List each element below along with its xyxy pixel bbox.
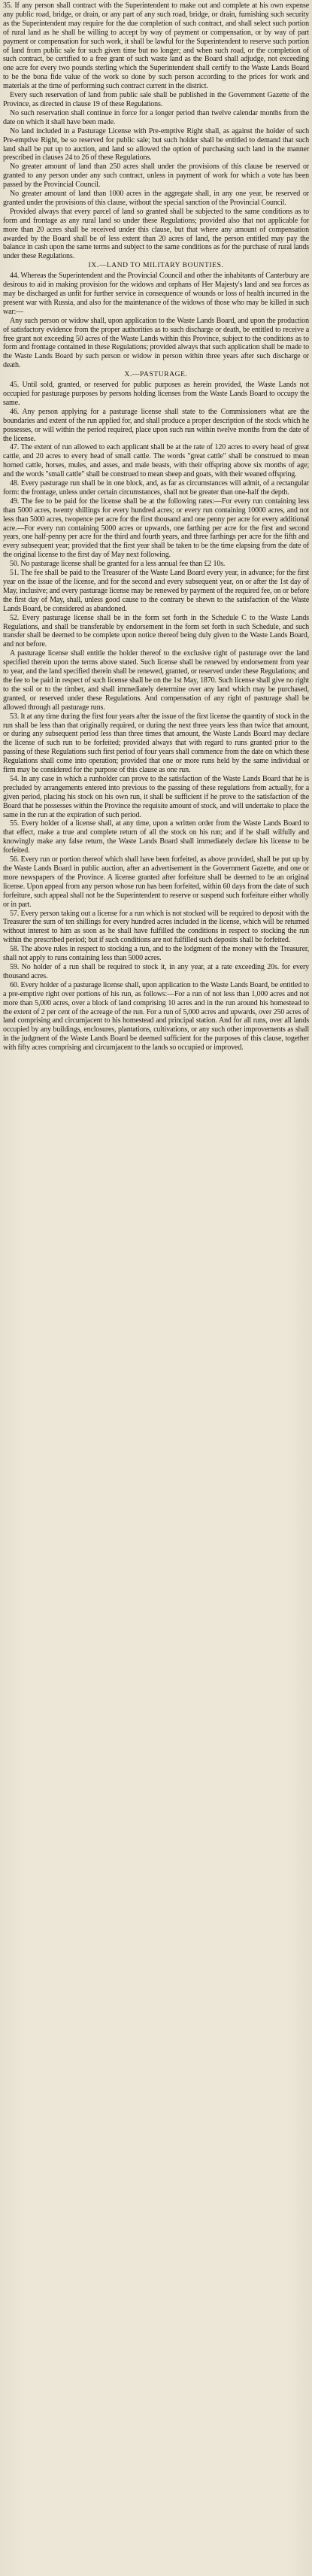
paragraph: 48. Every pasturage run shall be in one block, and, as far as circumstances will admit, of a rectangular form: the frontage, unless under certain circumstances, shall not be greater than one-half the depth. [3,479,309,497]
paragraph: 53. It at any time during the first four years after the issue of the first license the quantity of stock in the run shall be less than that originally required, or during the next three years less than twice that amount, or during any subsequent period less than three times that amount, the Waste Lands Board may declare the license of such run to be forfeited; provided always that with regard to runs granted prior to the passing of these Regulations such first period of four years shall commence from the date on which these Regulations shall come into operation; provided that one or more runs held by the same individual or firm may be considered for the purpose of this clause as one run. [3,712,309,775]
paragraph: No greater amount of land than 250 acres shall under the provisions of this clause be reserved or granted to any person under any such contract, unless in payment of work for which a vote has been passed by the Provincial Council. [3,163,309,190]
paragraph: Provided always that every parcel of land so granted shall be subjected to the same conditions as to form and frontage as any rural land so under these Regulations; provided also that not applicable for more than 20 acres shall be received under this clause, but that where any amount of compensation awarded by the Board shall be of less extent than 20 acres of land, the person entitled may pay the balance in cash upon the same terms and subject to the same conditions as for the purchase of rural lands under these Regulations. [3,207,309,261]
paragraph: 35. If any person shall contract with the Superintendent to make out and complete at his own expense any public road, bridge, or drain, or any part of any such road, bridge, or drain, furnishing such security as the Superintendent may require for the due completion of such contract, and shall select such portion of rural land as he shall be willing to accept by way of payment or compensation, or by way of part payment or compensation for such work, it shall be lawful for the Superintendent to reserve such portion of land from public sale for such given time but no longer; and when such road, or the completion of such contract, be certified to a free grant of such waste land as the Board shall adjudge, not exceeding one acre for every two pounds sterling which the Superintendent shall certify to the Waste Lands Board to be the bona fide value of the work so done by such person according to the prices for work and materials at the time of performing such contract current in the district. [3,2,309,91]
regulations-text [3,2,309,1053]
paragraph: No greater amount of land than 1000 acres in the aggregate shall, in any one year, be reserved or granted under the provisions of this clause, without the special sanction of the Provincial Council. [3,190,309,207]
paragraph: 55. Every holder of a license shall, at any time, upon a written order from the Waste Lands Board to that effect, make a true and complete return of all the stock on his run; and if he shall wilfully and knowingly make any false return, the Waste Lands Board shall immediately declare his license to be forfeited. [3,819,309,855]
paragraph: 50. No pasturage license shall be granted for a less annual fee than £2 10s. [10,560,226,569]
paragraph: 52. Every pasturage license shall be in the form set forth in the Schedule C to the Waste Lands Regulations, and shall be transferable by endorsement in the form set forth in such Schedule, and such transfer shall be deemed to be complete upon notice thereof being duly given to the Waste Lands Board, and not before. [3,613,309,649]
paragraph: 49. The fee to be paid for the license shall be at the following rates:—For every run containing less than 5000 acres, twenty shillings for every hundred acres; or every run containing 10000 acres, and not less than 5000 acres, twopence per acre for the first thousand and one penny per acre for every additional acre.—For every run containing 5000 acres or upwards, one farthing per acre for the first and second years, one half-penny per acre for the third and fourth years, and three farthings per acre for the fifth and every subsequent year; provided that the first year shall be taken to be the time elapsing from the date of the original license to the first day of May next following. [3,497,309,560]
paragraph: 51. The fee shall be paid to the Treasurer of the Waste Land Board every year, in advance; for the first year on the issue of the license, and for the second and every subsequent year, on or after the 1st day of May, inclusive; and every pasturage license may be renewed by payment of the required fee, on or before the first day of May, shall, unless good cause to the contrary be shewn to the satisfaction of the Waste Lands Board, be considered as abandoned. [3,569,309,613]
paragraph: 45. Until sold, granted, or reserved for public purposes as herein provided, the Waste Lands not occupied for pasturage purposes by persons holding licenses from the Waste Lands Board to occupy the same. [3,381,309,407]
paragraph: Any such person or widow shall, upon application to the Waste Lands Board, and upon the production of satisfactory evidence from the proper authorities as to such discharge or death, be entitled to receive a free grant not exceeding 50 acres of the Waste Lands within this Province, subject to the conditions as to form and frontage contained in these Regulations; provided always that such application shall be made to the Waste Lands Board by such person or widow in person within three years after such discharge or death. [3,316,309,370]
paragraph: Every such reservation of land from public sale shall be published in the Government Gazette of the Province, as directed in clause 19 of these Regulations. [3,91,309,108]
paragraph: 47. The extent of run allowed to each applicant shall be at the rate of 120 acres to every head of great cattle, and 20 acres to every head of small cattle. The words "great cattle" shall be construed to mean horned cattle, horses, mules, and asses, and male beasts, with their offspring above six months of age; and the words "small cattle" shall be construed to mean sheep and goats, with their weaned offspring. [3,443,309,479]
paragraph: 44. Whereas the Superintendent and the Provincial Council and other the inhabitants of Canterbury are desirous to aid in making provision for the widows and orphans of Her Majesty's land and sea forces as may be discharged as unfit for further service in consequence of wounds or loss of health incurred in the present war with Russia, and also for the maintenance of the widows of those who may be killed in such war:— [3,272,309,316]
paragraph: 56. Every run or portion thereof which shall have been forfeited, as above provided, shall be put up by the Waste Lands Board in public auction, after an advertisement in the Government Gazette, and one or more newspapers of the Province. A license granted after forfeiture shall be deemed to be an original license. Upon appeal from any person whose run has been forfeited, within 60 days from the date of such forfeiture, such appeal shall not be the Superintendent to reserve or suspend such forfeiture either wholly or in part. [3,855,309,909]
section-heading: IX.—LAND TO MILITARY BOUNTIES. [88,262,224,270]
section-heading: X.—PASTURAGE. [124,371,188,379]
paragraph: 46. Any person applying for a pasturage license shall state to the Commissioners what are the boundaries and extent of the run applied for, and shall produce a proper description of the stock which he possesses, or will within the period required, place upon such run within twelve months from the date of the license. [3,407,309,443]
paragraph: No land included in a Pasturage License with Pre-emptive Right shall, as against the holder of such Pre-emptive Right, be so reserved for public sale; but such holder shall be entitled to demand that such land shall be put up to auction, and land so allowed the option of purchasing such land in the manner prescribed in clauses 24 to 26 of these Regulations. [3,126,309,163]
paragraph: 58. The above rules in respect to stocking a run, and to the lodgment of the money with the Treasurer, shall not apply to runs containing less than 5000 acres. [3,945,309,963]
paragraph: 60. Every holder of a pasturage license shall, upon application to the Waste Lands Board, be entitled to a pre-emptive right over portions of his run, as follows:—For a run of not less than 1,000 acres and not more than 5,000 acres, over a block of land comprising 10 acres and in the run around his homestead to the extent of 2 per cent of the acreage of the run. For a run of 5,000 acres and upwards, over 250 acres of land comprising and circumjacent to his homestead and principal station. And for all runs, over all lands occupied by any buildings, enclosures, plantations, cultivations, or any such other improvements as shall in the judgment of the Waste Lands Board be deemed sufficient for the purposes of this clause, together with fifty acres comprising and circumjacent to the lands so occupied or improved. [3,980,309,1053]
paragraph: 54. In any case in which a runholder can prove to the satisfaction of the Waste Lands Board that he is precluded by arrangements entered into previous to the passing of these regulations from actually, for a given period, placing his stock on his own run, it shall be sufficient if he prove to the satisfaction of the Board that he possesses within the Province the requisite amount of stock, and will undertake to place the same in the run at the expiration of such period. [3,774,309,819]
paragraph: A pasturage license shall entitle the holder thereof to the exclusive right of pasturage over the land specified therein upon the terms above stated. Such license shall be renewed by endorsement from year to year, and the land specified therein shall be renewed, granted, or reserved under these Regulations; and the fee to be paid in respect of such license shall be on the 1st May, 1870. Such license shall give no right to the soil or to the timber, and shall immediately determine over any land which may be purchased, granted, or reserved under these Regulations. And compensation of any right of pasturage shall be allowed through all pasturage runs. [3,649,309,712]
paragraph: 57. Every person taking out a license for a run which is not stocked will be required to deposit with the Treasurer the sum of ten shillings for every hundred acres included in the license, which will be returned without interest to him as soon as he shall have fulfilled the conditions in respect to stocking the run within the prescribed period; but if such conditions are not fulfilled such deposits shall be forfeited. [3,909,309,945]
paragraph: No such reservation shall continue in force for a longer period than twelve calendar months from the date on which it shall have been made. [3,108,309,126]
paragraph: 59. No holder of a run shall be required to stock it, in any year, at a rate exceeding 20s. for every thousand acres. [3,962,309,980]
